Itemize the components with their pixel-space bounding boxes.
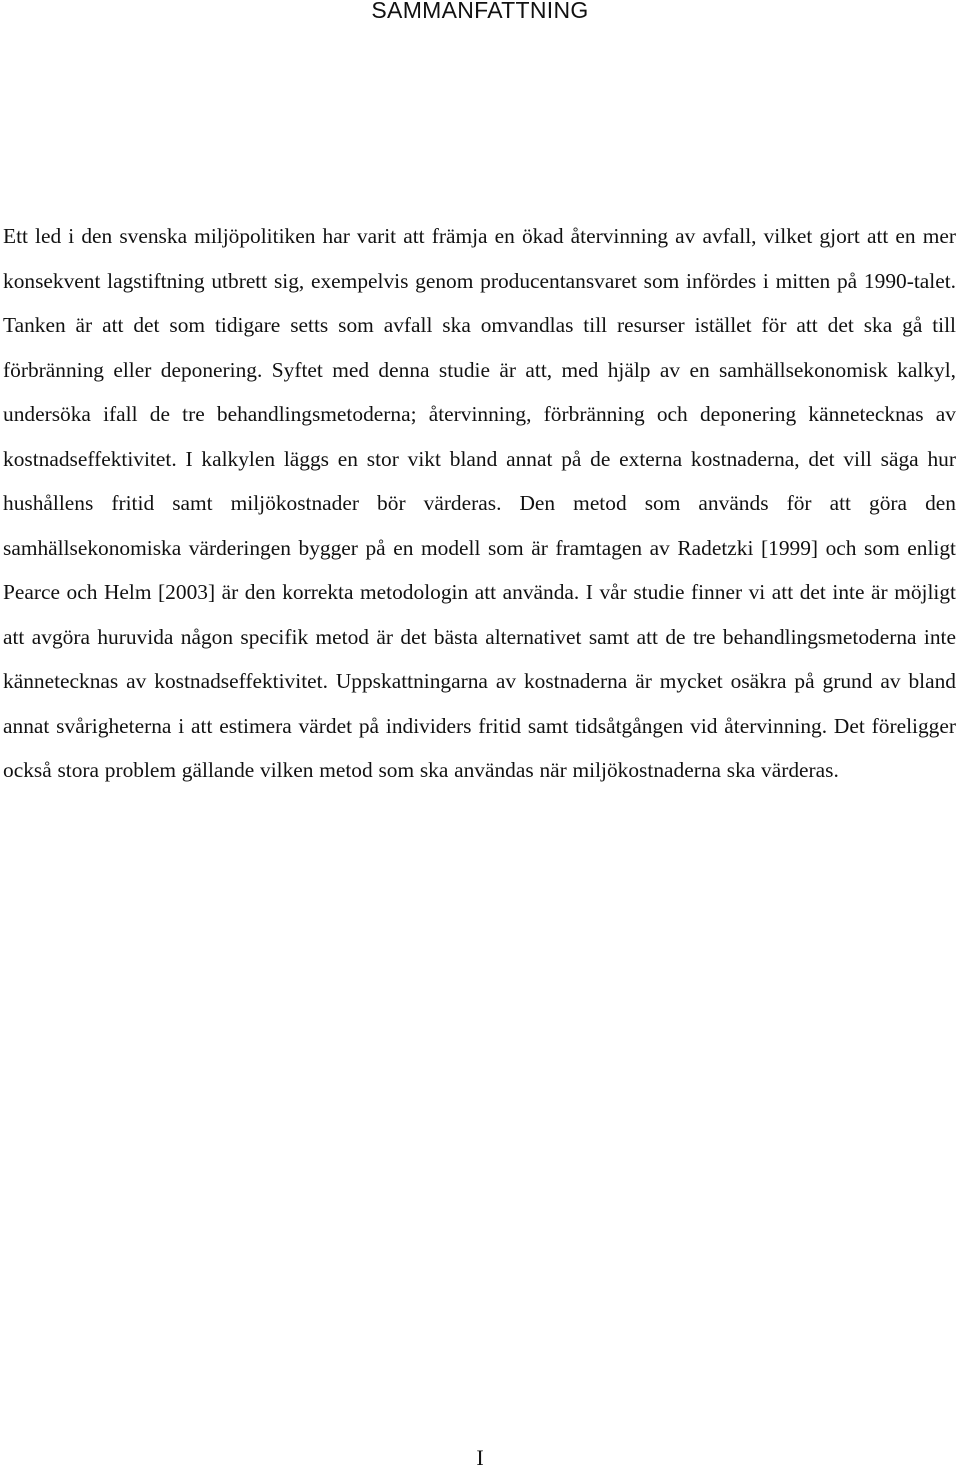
abstract-paragraph: Ett led i den svenska miljöpolitiken har varit att främja en ökad återvinning av avfall, vilket gjort att en mer konsekvent lagstiftning utbrett sig, exempelvis genom producentansvaret som infördes i mitten på 1990-talet. Tanken är att det som tidigare setts som avfall ska omvandlas till resurser istället för att det ska gå till förbränning eller deponering. Syftet med denna studie är att, med hjälp av en samhällsekonomisk kalkyl, undersöka ifall de tre behandlingsmetoderna; återvinning, förbränning och deponering kännetecknas av kostnadseffektivitet. I kalkylen läggs en stor vikt bland annat på de externa kostnaderna, det vill säga hur hushållens fritid samt miljökostnader bör värderas. Den metod som används för att göra den samhällsekonomiska värderingen bygger på en modell som är framtagen av Radetzki [1999] och som enligt Pearce och Helm [2003] är den korrekta metodologin att använda. I vår studie finner vi att det inte är möjligt att avgöra huruvida någon specifik metod är det bästa alternativet samt att de tre behandlingsmetoderna inte kännetecknas av kostnadseffektivitet. Uppskattningarna av kostnaderna är mycket osäkra på grund av bland annat svårigheterna i att estimera värdet på individers fritid samt tidsåtgången vid återvinning. Det föreligger också stora problem gällande vilken metod som ska användas när miljökostnaderna ska värderas. xyxy=(3,224,956,782)
page-title: SAMMANFATTNING xyxy=(371,0,589,23)
page-number: I xyxy=(476,1445,484,1470)
